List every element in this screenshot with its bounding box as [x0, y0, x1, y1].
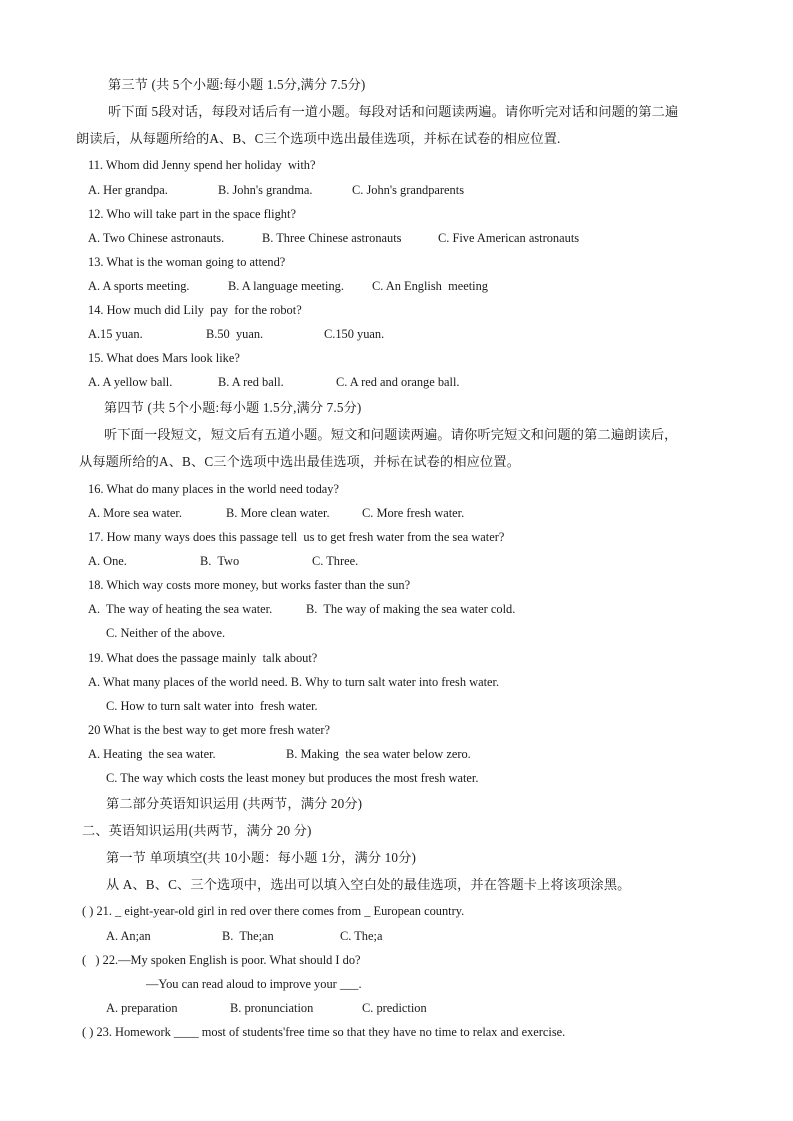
question-22-option-a: A. preparation	[106, 1001, 178, 1015]
question-14-stem: 14. How much did Lily pay for the robot?	[88, 303, 302, 317]
question-18-option-a: A. The way of heating the sea water.	[88, 602, 273, 616]
question-18-option-b: B. The way of making the sea water cold.	[306, 602, 516, 616]
question-12-option-a: A. Two Chinese astronauts.	[88, 231, 225, 245]
question-22-option-b: B. pronunciation	[230, 1001, 314, 1015]
question-20-option-c: C. The way which costs the least money but produces the most fresh water.	[106, 771, 479, 785]
question-18-stem: 18. Which way costs more money, but works faster than the sun?	[88, 578, 411, 592]
question-22-stem: ( ) 22.—My spoken English is poor. What should I do?	[82, 953, 361, 967]
section-4-instruction-line-1: 听下面一段短文，短文后有五道小题。短文和问题读两遍。请你听完短文和问题的第二遍朗读后，	[104, 427, 678, 442]
question-12-option-c: C. Five American astronauts	[438, 231, 580, 245]
question-12-stem: 12. Who will take part in the space flight?	[88, 207, 296, 221]
question-19-stem: 19. What does the passage mainly talk about?	[88, 651, 318, 665]
question-14-option-c: C.150 yuan.	[324, 327, 385, 341]
section-4-instruction-line-2: 从每题所给的A、B、C三个选项中选出最佳选项，并标在试卷的相应位置。	[79, 454, 521, 469]
question-22-option-c: C. prediction	[362, 1001, 427, 1015]
question-19-option-a-b: A. What many places of the world need. B. Why to turn salt water into fresh water.	[88, 675, 500, 689]
question-21-option-a: A. An;an	[106, 929, 151, 943]
question-21-option-c: C. The;a	[340, 929, 383, 943]
question-17-option-a: A. One.	[88, 554, 127, 568]
question-15-option-c: C. A red and orange ball.	[336, 375, 460, 389]
question-15-option-a: A. A yellow ball.	[88, 375, 173, 389]
question-13-option-b: B. A language meeting.	[228, 279, 344, 293]
question-19-option-c: C. How to turn salt water into fresh water.	[106, 699, 318, 713]
question-23-stem: ( ) 23. Homework ____ most of students'free time so that they have no time to relax and exercise.	[82, 1025, 566, 1039]
question-11-option-b: B. John's grandma.	[218, 183, 313, 197]
question-16-option-a: A. More sea water.	[88, 506, 182, 520]
question-15-option-b: B. A red ball.	[218, 375, 284, 389]
question-11-option-a: A. Her grandpa.	[88, 183, 168, 197]
question-17-option-b: B. Two	[200, 554, 240, 568]
part-2-section-1-instruction: 从 A、B、C、三个选项中，选出可以填入空白处的最佳选项，并在答题卡上将该项涂黑。	[106, 877, 631, 892]
question-14-option-a: A.15 yuan.	[88, 327, 143, 341]
question-11-option-c: C. John's grandparents	[352, 183, 465, 197]
question-16-option-b: B. More clean water.	[226, 506, 330, 520]
question-16-stem: 16. What do many places in the world need today?	[88, 482, 339, 496]
part-2-section-1-heading: 第一节 单项填空(共 10小题：每小题 1分，满分 10分)	[106, 850, 416, 865]
question-22-line-2: —You can read aloud to improve your ___.	[146, 977, 362, 991]
question-20-option-a: A. Heating the sea water.	[88, 747, 216, 761]
section-4-heading: 第四节 (共 5个小题:每小题 1.5分,满分 7.5分)	[104, 400, 362, 415]
question-17-stem: 17. How many ways does this passage tell us to get fresh water from the sea water?	[88, 530, 505, 544]
question-18-option-c: C. Neither of the above.	[106, 626, 226, 640]
question-21-option-b: B. The;an	[222, 929, 274, 943]
question-20-stem: 20 What is the best way to get more fresh water?	[88, 723, 330, 737]
question-13-option-a: A. A sports meeting.	[88, 279, 190, 293]
question-17-option-c: C. Three.	[312, 554, 359, 568]
question-15-stem: 15. What does Mars look like?	[88, 351, 240, 365]
part-2-heading: 第二部分英语知识运用 (共两节，满分 20分)	[106, 796, 363, 811]
question-11-stem: 11. Whom did Jenny spend her holiday with?	[88, 158, 316, 172]
section-3-heading: 第三节 (共 5个小题:每小题 1.5分,满分 7.5分)	[108, 77, 366, 92]
section-3-instruction-line-1: 听下面 5段对话，每段对话后有一道小题。每段对话和问题读两遍。请你听完对话和问题的第二遍	[108, 104, 679, 119]
question-12-option-b: B. Three Chinese astronauts	[262, 231, 402, 245]
question-13-option-c: C. An English meeting	[372, 279, 488, 293]
section-3-instruction-line-2: 朗读后，从每题所给的A、B、C三个选项中选出最佳选项，并标在试卷的相应位置.	[76, 131, 561, 146]
question-20-option-b: B. Making the sea water below zero.	[286, 747, 471, 761]
question-21-stem: ( ) 21. _ eight-year-old girl in red over there comes from _ European country.	[82, 904, 465, 918]
question-14-option-b: B.50 yuan.	[206, 327, 264, 341]
part-2-subheading: 二、英语知识运用(共两节，满分 20 分)	[82, 823, 312, 838]
question-13-stem: 13. What is the woman going to attend?	[88, 255, 286, 269]
question-16-option-c: C. More fresh water.	[362, 506, 465, 520]
